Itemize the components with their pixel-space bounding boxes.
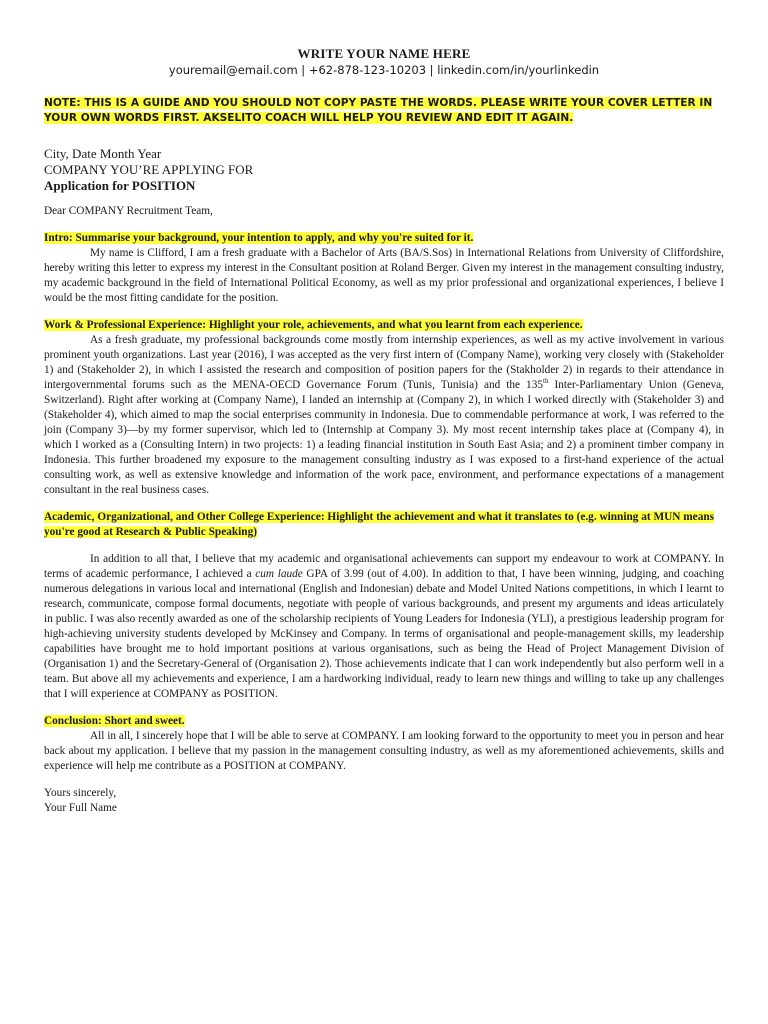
intro-heading-text: Intro: Summarise your background, your intention to apply, and why you're suited for it. <box>44 232 474 244</box>
intro-heading <box>44 231 724 246</box>
work-heading <box>44 318 724 333</box>
academic-heading-text: Academic, Organizational, and Other College Experience: Highlight the achievement and what it translates to (e.g. winning at MUN means you're good at Research & Public Speaking) <box>44 511 715 538</box>
conclusion-heading-text: Conclusion: Short and sweet. <box>44 715 185 727</box>
conclusion-section <box>44 714 724 774</box>
application-title: Application for POSITION <box>44 178 196 193</box>
work-paragraph-part1: As a fresh graduate, my professional backgrounds come mostly from internship experiences, as well as my active involvement in various prominent youth organizations. Last year (2016), I was accepted as the very first intern of (Company Name), working very closely with (Stakeholder 1) and (Stakeholder 2), in which I assisted the research and composition of position papers for the (Stakholder 2) in regards to their attendance in intergovernmental forums such as the MENA-OECD Governance Forum (Tunis, Tunisia) and the 135 <box>44 334 724 391</box>
work-paragraph-sup: th <box>543 377 549 386</box>
academic-paragraph-part2: GPA of 3.99 (out of 4.00). In addition to that, I have been winning, judging, and coaching numerous delegations in various local and international (English and Indonesian) debate and Model United Nations competitions, in which I learnt to research, communicate, compose formal documents, negotiate with people of various backgrounds, and present my arguments and ideas articulately in public. I was also recently awarded as one of the scholarship recipients of Young Leaders for Indonesia (YLI), a prestigious leadership program for high-achieving university students developed by McKinsey and Company. In terms of organisational and people-management skills, my leadership capabilities have brought me to hold important positions at various organisations, such as being the Head of Project Management Division of (Organisation 1) and the Secretary-General of (Organisation 2). Those achievements indicate that I can work independently but also perform well in a team. But above all my achievements and experience, I am a hardworking individual, ready to learn new things and willing to take up any challenges that I will experience at COMPANY as POSITION. <box>44 568 724 700</box>
signoff <box>44 786 724 816</box>
intro-section <box>44 231 724 306</box>
guide-note <box>44 96 724 126</box>
academic-paragraph-part1: In addition to all that, I believe that my academic and organisational achievements can support my endeavour to work at COMPANY. In terms of academic performance, I achieved a <box>44 553 724 580</box>
contact-line: youremail@email.com | +62-878-123-10203 | linkedin.com/in/yourlinkedin <box>168 63 600 77</box>
conclusion-heading <box>44 714 724 729</box>
cover-letter-page <box>44 40 724 816</box>
applicant-name: WRITE YOUR NAME HERE <box>297 46 471 61</box>
salutation: Dear COMPANY Recruitment Team, <box>44 205 213 217</box>
work-paragraph <box>44 333 724 498</box>
company-name: COMPANY YOU’RE APPLYING FOR <box>44 162 254 177</box>
academic-heading <box>44 510 724 540</box>
academic-paragraph-em: cum laude <box>255 568 303 580</box>
valediction: Yours sincerely, <box>44 787 117 799</box>
academic-paragraph <box>44 552 724 702</box>
conclusion-paragraph: All in all, I sincerely hope that I will be able to serve at COMPANY. I am looking forward to the opportunity to meet you in person and hear back about my application. I believe that my passion in the management consulting industry, as well as my aforementioned achievements, skills and experience will help me contribute as a POSITION at COMPANY. <box>44 730 724 772</box>
guide-note-text: NOTE: THIS IS A GUIDE AND YOU SHOULD NOT COPY PASTE THE WORDS. PLEASE WRITE YOUR COVER LETTER IN YOUR OWN WORDS FIRST. AKSELITO COACH WILL HELP YOU REVIEW AND EDIT IT AGAIN. <box>44 97 713 124</box>
work-paragraph-part2: Inter-Parliamentary Union (Geneva, Switzerland). Right after working at (Company Name), I landed an internship at (Company 2), in which I worked directly with (Stakeholder 3) and (Stakeholder 4), which aimed to map the social enterprises community in Indonesia. Due to commendable performance at work, I was referred to the join (Company 3)—by my former supervisor, which led to (Internship at Company 3). My most recent internship takes place at (Company 4), in which I worked as a (Consulting Intern) in two projects: 1) a leading financial institution in South East Asia; and 2) a prominent timber company in Indonesia. This further broadened my exposure to the management consulting industry as I was exposed to a first-hand experience of the actual consulting work, as well as extensive knowledge and information of the work pace, environment, and performance expectations of a management consultant in the real business cases. <box>44 379 724 496</box>
work-section <box>44 318 724 498</box>
city-date: City, Date Month Year <box>44 146 162 161</box>
intro-paragraph: My name is Clifford, I am a fresh graduate with a Bachelor of Arts (BA/S.Sos) in International Relations from University of Cliffordshire, hereby writing this letter to express my interest in the Consultant position at Roland Berger. Given my interest in the management consulting industry, my academic background in the field of International Political Economy, as well as my prior professional and organizational experiences, I believe I would be the most fitting candidate for the position. <box>44 247 724 304</box>
signature-name: Your Full Name <box>44 802 117 814</box>
work-heading-text: Work & Professional Experience: Highlight your role, achievements, and what you learnt from each experience. <box>44 319 583 331</box>
